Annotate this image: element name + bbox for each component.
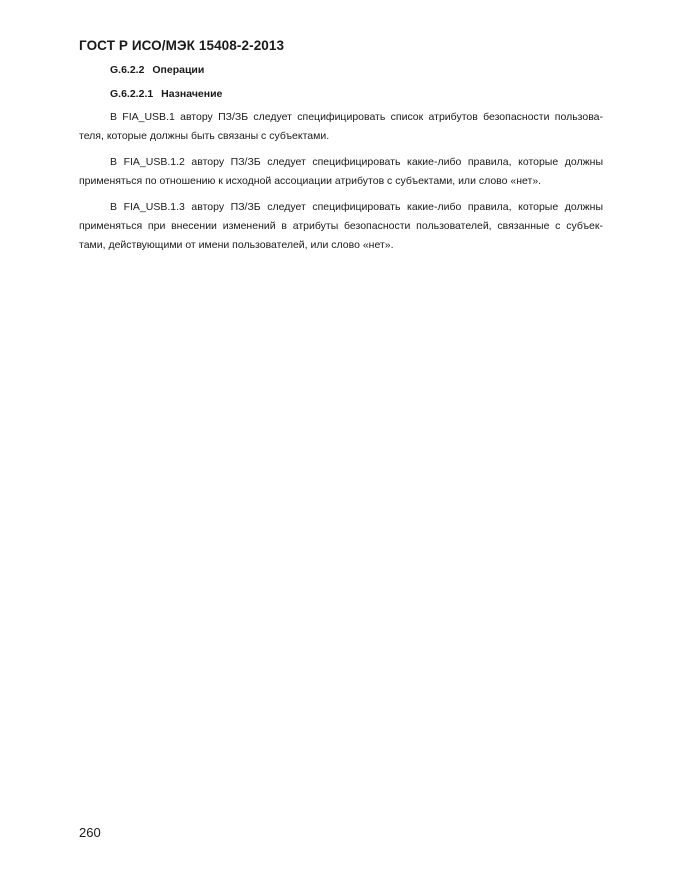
paragraph-fia-usb-1-3 [79, 198, 603, 255]
paragraph-line: В FIA_USB.1 автору ПЗ/ЗБ следует специфицировать список атрибутов безопасности пользова- [110, 111, 603, 123]
paragraph-line: применяться при внесении изменений в атрибуты безопасности пользователей, связанные с субъек- [79, 220, 603, 232]
paragraph-line: теля, которые должны быть связаны с субъектами. [79, 130, 330, 142]
section-heading-purpose [110, 88, 222, 100]
paragraph-line: В FIA_USB.1.2 автору ПЗ/ЗБ следует специфицировать какие-либо правила, которые должны [110, 156, 603, 168]
page-number: 260 [79, 825, 101, 840]
section-title: Назначение [161, 88, 223, 100]
paragraph-fia-usb-1-2 [79, 153, 603, 191]
section-number: G.6.2.2 [110, 64, 145, 76]
paragraph-line: В FIA_USB.1.3 автору ПЗ/ЗБ следует специфицировать какие-либо правила, которые должны [110, 201, 603, 213]
paragraph-fia-usb-1 [79, 108, 603, 146]
section-number: G.6.2.2.1 [110, 88, 154, 100]
paragraph-line: тами, действующими от имени пользователей, или слово «нет». [79, 239, 394, 251]
section-title: Операции [152, 64, 205, 76]
paragraph-line: применяться по отношению к исходной ассоциации атрибутов с субъектами, или слово «нет». [79, 175, 542, 187]
section-heading-operations [110, 64, 204, 76]
standard-title: ГОСТ Р ИСО/МЭК 15408-2-2013 [79, 38, 285, 53]
